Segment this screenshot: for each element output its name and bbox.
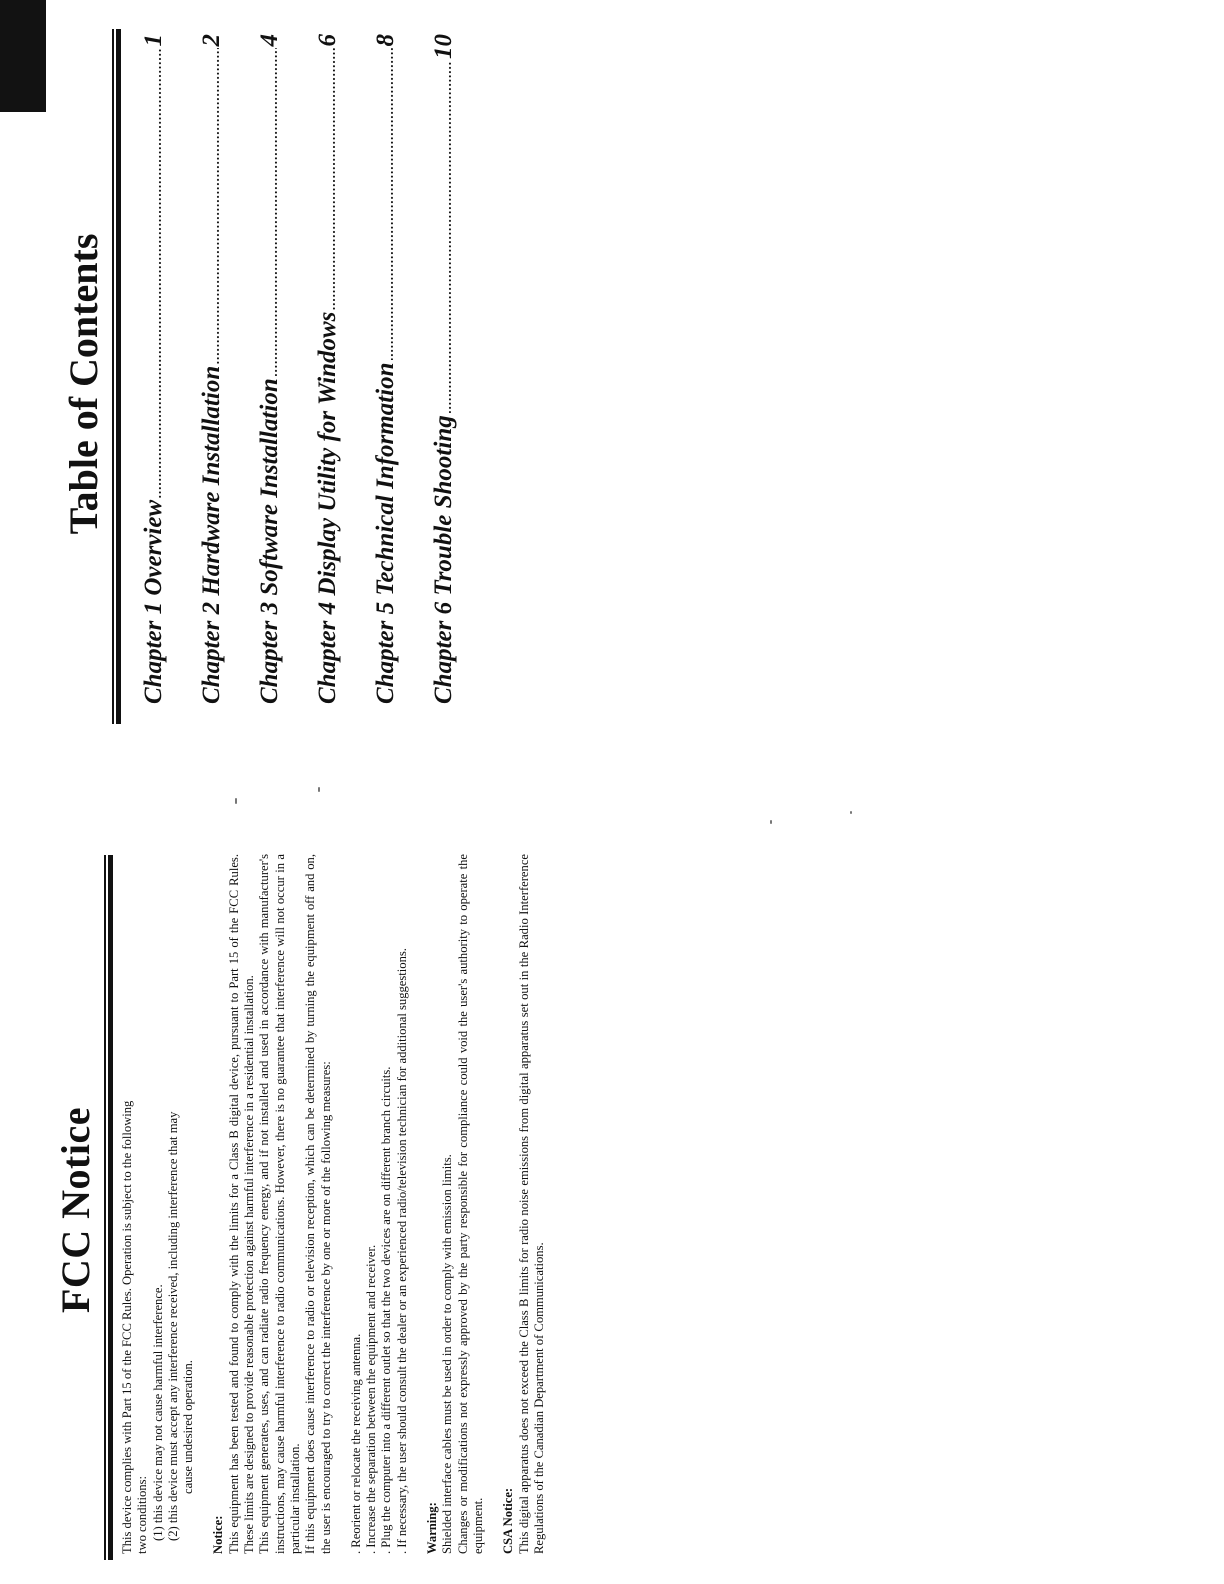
toc-entry-page: 8	[372, 34, 399, 47]
fcc-title-rule	[104, 855, 113, 1560]
scan-speck	[770, 820, 772, 824]
spacer	[334, 854, 349, 1554]
measure-item: . If necessary, the user should consult the dealer or an experienced radio/television technician for additional suggestions.	[394, 948, 409, 1554]
toc-entry-chapter-1[interactable]	[140, 34, 198, 704]
toc-entry-label: Chapter 5 Technical Information	[372, 362, 399, 704]
toc-entry-label: Chapter 1 Overview	[140, 499, 167, 704]
toc-entry-page: 6	[314, 34, 341, 47]
spacer	[410, 854, 425, 1554]
fcc-condition-1: (1) this device may not cause harmful interference.	[150, 1284, 165, 1541]
warning-heading: Warning:	[425, 1502, 440, 1554]
toc-entry-chapter-6[interactable]	[430, 34, 488, 704]
spacer	[486, 854, 501, 1554]
toc-entry-chapter-5[interactable]	[372, 34, 430, 704]
dot-leader	[381, 49, 397, 361]
toc-entry-label: Chapter 6 Trouble Shooting	[430, 415, 457, 704]
toc-entry-chapter-4[interactable]	[314, 34, 372, 704]
scan-speck	[850, 811, 852, 814]
dot-leader	[265, 49, 281, 377]
scan-speck	[235, 798, 237, 804]
warning-paragraph-1: Shielded interface cables must be used in order to comply with emission limits.	[440, 1154, 455, 1554]
toc-title-rule	[112, 29, 121, 724]
measure-item: . Increase the separation between the equipment and receiver.	[364, 1244, 379, 1554]
toc-entry-chapter-2[interactable]	[198, 34, 256, 704]
dot-leader	[149, 49, 165, 498]
csa-paragraph: This digital apparatus does not exceed the Class B limits for radio noise emissions from digital apparatus set out in the Radio Interference Regulations of the Canadian Department of Communications.	[516, 854, 546, 1554]
toc-entry-page: 2	[198, 34, 225, 47]
toc-title: Table of Contents	[61, 233, 106, 535]
dot-leader	[207, 49, 223, 364]
scan-speck	[318, 787, 320, 792]
fcc-notice-page	[40, 850, 780, 1570]
toc-entry-page: 4	[256, 34, 283, 47]
toc-entry-page: 1	[140, 34, 167, 47]
fcc-condition-2-line1: (2) this device must accept any interference received, including interference that may	[165, 1111, 180, 1541]
notice-paragraph-3: If this equipment does cause interference to radio or television reception, which can be determined by turning the equipment off and on, the user is encouraged to try to correct the interference by one or more of the following measures:	[303, 854, 333, 1554]
toc-entry-label: Chapter 2 Hardware Installation	[198, 365, 225, 704]
notice-heading: Notice:	[211, 1515, 226, 1554]
measure-item: . Reorient or relocate the receiving antenna.	[348, 1333, 363, 1554]
toc-entry-label: Chapter 3 Software Installation	[256, 378, 283, 704]
warning-paragraph-2: Changes or modifications not expressly approved by the party responsible for compliance could void the user's authority to operate the equipment.	[455, 854, 485, 1554]
csa-heading: CSA Notice:	[501, 1487, 516, 1554]
toc-list	[140, 34, 488, 704]
notice-paragraph-2: This equipment generates, uses, and can radiate radio frequency energy, and if not installed and used in accordance with manufacturer's instructions, may cause harmful interference to radio communications. However, there is no guarantee that interference will not occur in a particular installation.	[257, 854, 302, 1554]
toc-page	[40, 24, 560, 744]
fcc-intro-line1: This device complies with Part 15 of the FCC Rules. Operation is subject to the following	[120, 1100, 134, 1554]
toc-entry-label: Chapter 4 Display Utility for Windows	[314, 311, 341, 704]
fcc-intro-line2: two conditions:	[135, 1475, 150, 1554]
spacer	[196, 854, 211, 1554]
toc-entry-page: 10	[430, 34, 457, 59]
notice-paragraph-1: This equipment has been tested and found to comply with the limits for a Class B digital device, pursuant to Part 15 of the FCC Rules. These limits are designed to provide reasonable protection against harmful interference in a residential installation.	[226, 854, 257, 1554]
dot-leader	[323, 49, 339, 310]
measure-item: . Plug the computer into a different outlet so that the two devices are on different branch circuits.	[379, 1066, 394, 1554]
fcc-title: FCC Notice	[53, 1106, 98, 1314]
fcc-body	[120, 854, 547, 1554]
dot-leader	[439, 61, 455, 413]
fcc-condition-2-line2: cause undesired operation.	[181, 1360, 196, 1494]
toc-entry-chapter-3[interactable]	[256, 34, 314, 704]
